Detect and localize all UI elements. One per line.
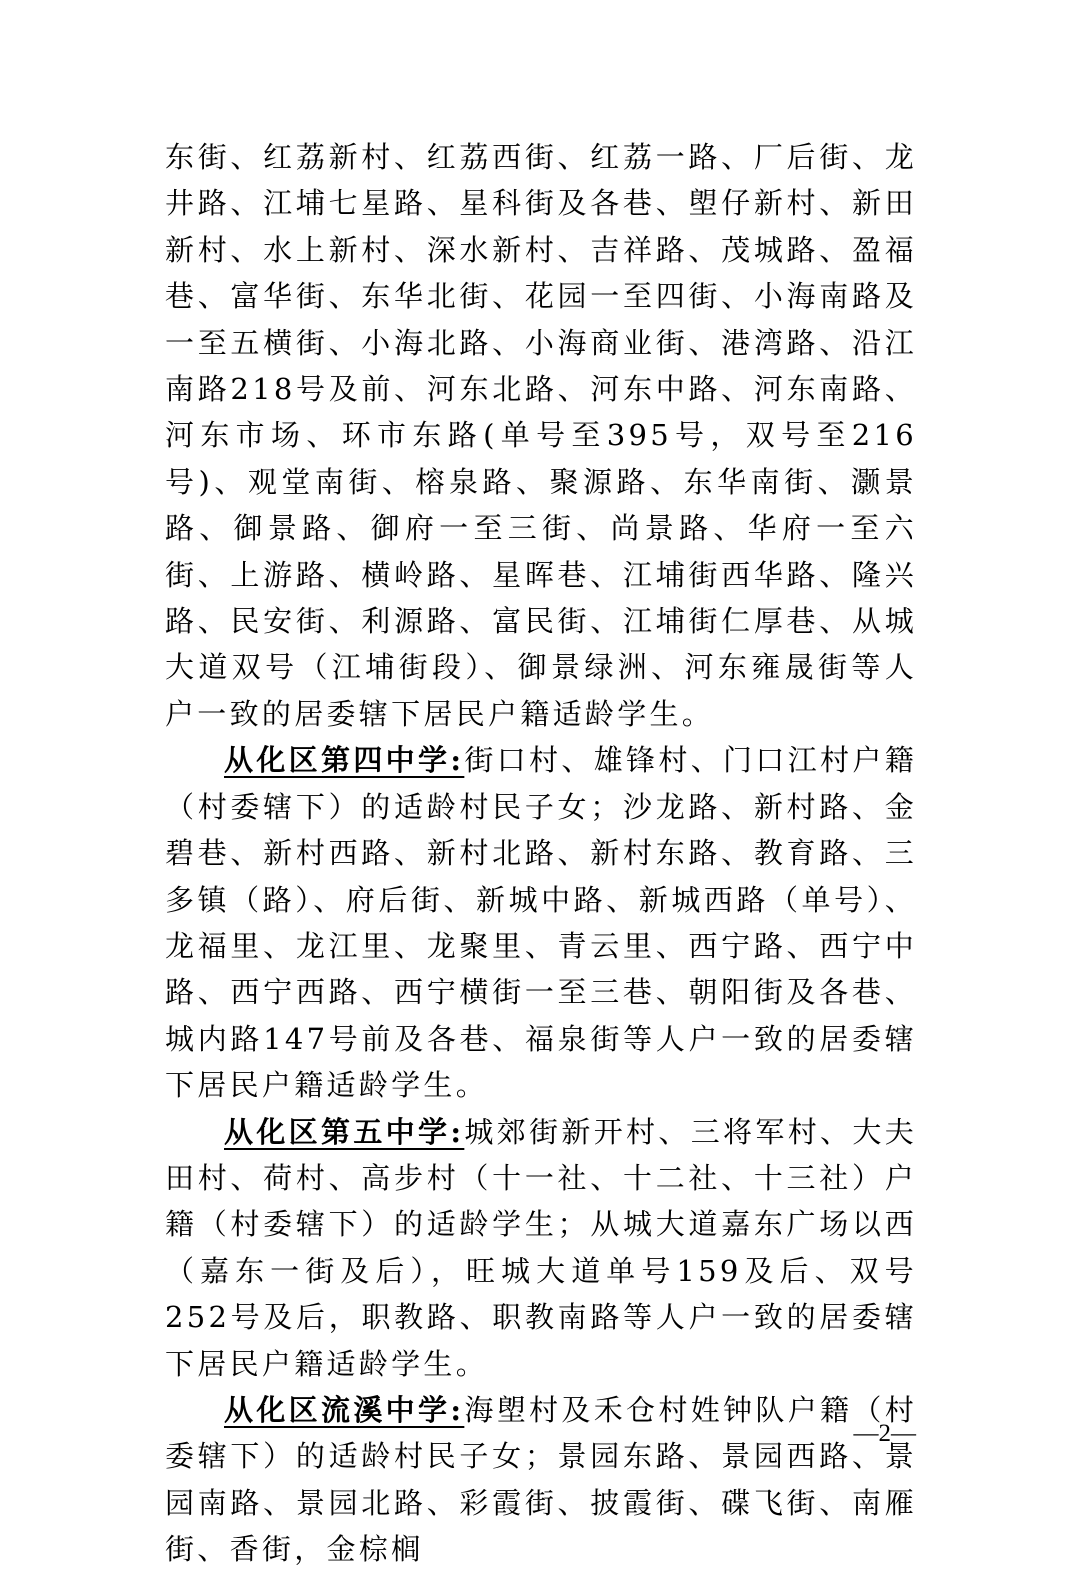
document-body xyxy=(165,134,917,1573)
school-zone-text: 城郊街新开村、三将军村、大夫田村、荷村、高步村（十一社、十二社、十三社）户籍（村委辖下）的适龄学生；从城大道嘉东广场以西（嘉东一街及后），旺城大道单号159及后、双号252号及后，职教路、职教南路等人户一致的居委辖下居民户籍适龄学生。 xyxy=(165,1114,918,1381)
continuation-paragraph xyxy=(165,134,917,737)
school-name: 从化区第五中学: xyxy=(224,1114,465,1149)
page-number: —2— xyxy=(853,1420,916,1447)
school-zone-text: 街口村、雄锋村、门口江村户籍（村委辖下）的适龄村民子女；沙龙路、新村路、金碧巷、新村西路、新村北路、新村东路、教育路、三多镇（路）、府后街、新城中路、新城西路（单号）、龙福里、龙江里、龙聚里、青云里、西宁路、西宁中路、西宁西路、西宁横街一至三巷、朝阳街及各巷、城内路147号前及各巷、福泉街等人户一致的居委辖下居民户籍适龄学生。 xyxy=(165,743,918,1103)
school-name: 从化区流溪中学: xyxy=(224,1392,465,1427)
school-zone-text: 海塱村及禾仓村姓钟队户籍（村委辖下）的适龄村民子女；景园东路、景园西路、景园南路、景园北路、彩霞街、披霞街、碟飞街、南雁街、香街，金棕榈 xyxy=(165,1392,918,1567)
school-section-liuxi-middle xyxy=(165,1387,917,1573)
school-section-4th-middle xyxy=(165,737,917,1108)
school-section-5th-middle xyxy=(165,1109,917,1387)
school-name: 从化区第四中学: xyxy=(224,743,465,778)
continuation-text: 东街、红荔新村、红荔西街、红荔一路、厂后街、龙井路、江埔七星路、星科街及各巷、塱仔新村、新田新村、水上新村、深水新村、吉祥路、茂城路、盈福巷、富华街、东华北街、花园一至四街、小海南路及一至五横街、小海北路、小海商业街、港湾路、沿江南路218号及前、河东北路、河东中路、河东南路、河东市场、环市东路(单号至395号，双号至216号)、观堂南街、榕泉路、聚源路、东华南街、灏景路、御景路、御府一至三街、尚景路、华府一至六街、上游路、横岭路、星晖巷、江埔街西华路、隆兴路、民安街、利源路、富民街、江埔街仁厚巷、从城大道双号（江埔街段）、御景绿洲、河东雍晟街等人户一致的居委辖下居民户籍适龄学生。 xyxy=(165,140,917,731)
